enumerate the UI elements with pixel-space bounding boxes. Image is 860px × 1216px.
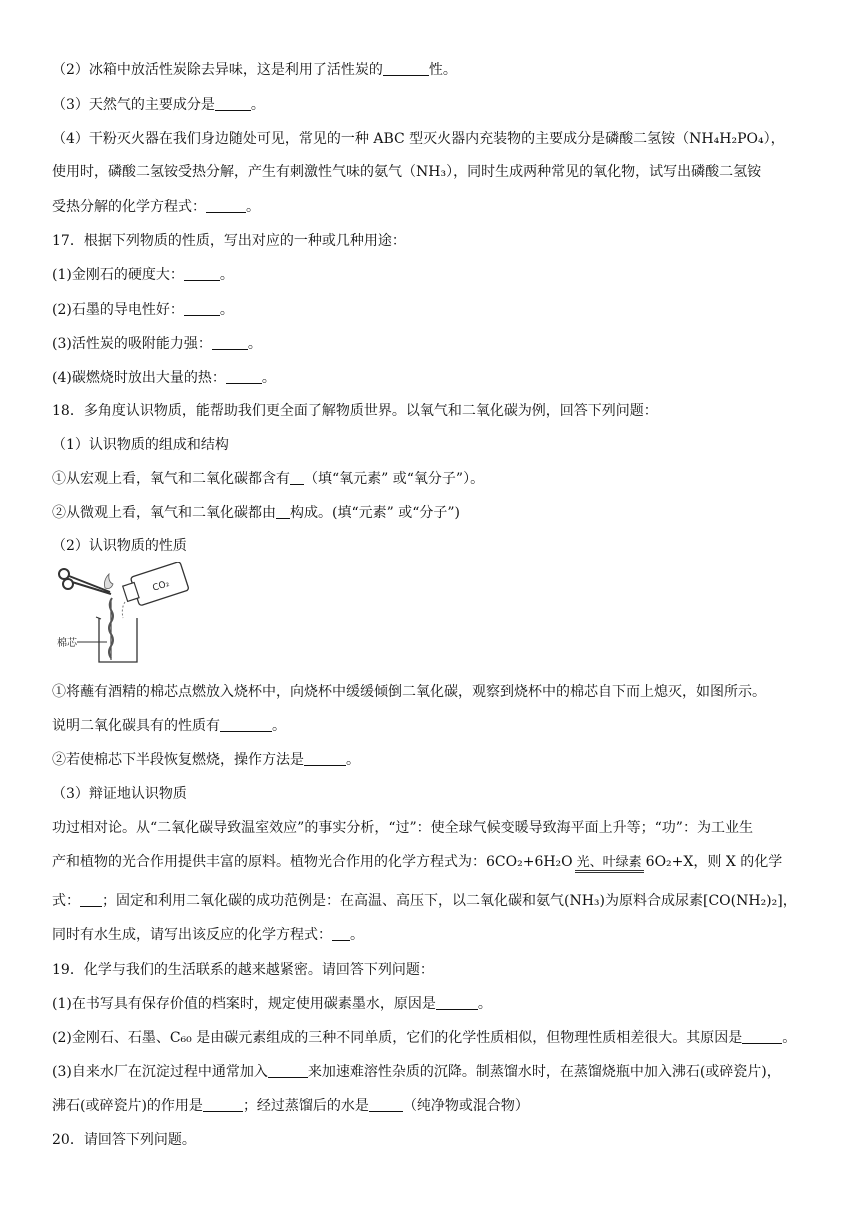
period: 。 (782, 1030, 797, 1046)
q17-1-text: (1)金刚石的硬度大： (52, 267, 184, 283)
wick-label: 棉芯 (57, 638, 77, 649)
q17-1-line (52, 265, 820, 285)
q17-2-text: (2)石墨的导电性好： (52, 302, 184, 318)
q16-2-line (52, 60, 820, 80)
q19-3-text-cont: 来加速难溶性杂质的沉降。制蒸馏水时，在蒸馏烧瓶中加入沸石(或碎瓷片)， (307, 1064, 781, 1080)
q18-1-b-tail: 构成。(填“元素” 或“分子”) (290, 505, 461, 521)
answer-blank[interactable] (184, 266, 220, 281)
q19-2-text: (2)金刚石、石墨、C₆₀ 是由碳元素组成的三种不同单质，它们的化学性质相似，但物理性质相差很大。其原因是 (52, 1030, 743, 1046)
answer-blank[interactable] (212, 335, 248, 350)
q18-3-urea-eq-text: 同时有水生成，请写出该反应的化学方程式： (52, 927, 332, 943)
answer-blank[interactable] (369, 1097, 403, 1112)
tongs-handle-icon (59, 569, 69, 579)
q18-1-a-text: ①从宏观上看，氧气和二氧化碳都含有 (52, 471, 290, 487)
q16-4-line1: （4）干粉灭火器在我们身边随处可见，常见的一种 ABC 型灭火器内充装物的主要成分是磷酸二氢铵（NH₄H₂PO₄）， (52, 131, 785, 147)
q19-3-tail: （纯净物或混合物） (402, 1098, 529, 1114)
q18-2-b-text: ②若使棉芯下半段恢复燃烧，操作方法是 (52, 752, 304, 768)
answer-blank[interactable] (220, 717, 272, 732)
answer-blank[interactable] (226, 369, 262, 384)
q18-3-equation-tail: 6O₂+X，则 X 的化学 (645, 854, 783, 870)
beaker-icon (99, 618, 137, 662)
reaction-condition-label: 光、叶绿素 (575, 855, 644, 873)
q19-3-line2 (52, 1096, 820, 1116)
q18-part2-heading: （2）认识物质的性质 (52, 538, 187, 554)
period: 。 (477, 996, 492, 1012)
flame-icon (105, 574, 114, 589)
q18-2-a-line1: ①将蘸有酒精的棉芯点燃放入烧杯中，向烧杯中缓缓倾倒二氧化碳，观察到烧杯中的棉芯自下而上熄灭，如图所示。 (52, 684, 766, 700)
co2-pouring-figure (55, 562, 190, 665)
q17-4-line (52, 368, 820, 388)
q19-3-line1 (52, 1062, 820, 1082)
co2-stream (122, 602, 125, 618)
answer-blank[interactable] (276, 504, 290, 519)
q18-3-line3 (52, 891, 820, 911)
q17-3-text: (3)活性炭的吸附能力强： (52, 336, 212, 352)
answer-blank[interactable] (332, 926, 350, 941)
q16-3-text: （3）天然气的主要成分是 (52, 97, 215, 113)
q18-part3-heading: （3）辩证地认识物质 (52, 786, 187, 802)
q17-2-line (52, 300, 820, 320)
answer-blank[interactable] (436, 995, 478, 1010)
q16-2-text: （2）冰箱中放活性炭除去异味，这是利用了活性炭的 (52, 62, 383, 78)
q19-1-text: (1)在书写具有保存价值的档案时，规定使用碳素墨水，原因是 (52, 996, 436, 1012)
q19-3-stone-text: 沸石(或碎瓷片)的作用是 (52, 1098, 203, 1114)
q16-4-text: 受热分解的化学方程式： (52, 199, 206, 215)
q18-2-a-line2 (52, 716, 820, 736)
q19-3-text: (3)自来水厂在沉淀过程中通常加入 (52, 1064, 268, 1080)
q16-3-tail: 。 (250, 97, 265, 113)
q18-2-a-text: 说明二氧化碳具有的性质有 (52, 718, 220, 734)
period: 。 (272, 718, 286, 734)
q20-title: 20．请回答下列问题。 (52, 1132, 196, 1148)
q18-3-equation-text: 产和植物的光合作用提供丰富的原料。植物光合作用的化学方程式为：6CO₂+6H₂O (52, 854, 573, 870)
answer-blank[interactable] (215, 96, 251, 111)
answer-blank[interactable] (304, 751, 346, 766)
co2-bottle-label: CO₂ (151, 578, 171, 594)
period: 。 (219, 302, 234, 318)
q17-3-line (52, 334, 820, 354)
q17-4-text: (4)碳燃烧时放出大量的热： (52, 370, 226, 386)
period: 。 (219, 267, 234, 283)
period: 。 (247, 336, 262, 352)
answer-blank[interactable] (184, 301, 220, 316)
q16-4-line3 (52, 197, 820, 217)
q16-2-tail: 性。 (428, 62, 457, 78)
co2-bottle-icon (121, 562, 189, 609)
answer-blank[interactable] (203, 1097, 243, 1112)
q17-title: 17．根据下列物质的性质，写出对应的一种或几种用途： (52, 233, 406, 249)
q16-3-line (52, 95, 820, 115)
q18-part1-heading: （1）认识物质的组成和结构 (52, 437, 229, 453)
q18-3-urea-text: ；固定和利用二氧化碳的成功范例是：在高温、高压下，以二氧化碳和氨气(NH₃)为原料合成尿素[CO(NH₂)₂]， (102, 893, 797, 909)
period: 。 (350, 927, 364, 943)
answer-blank[interactable] (383, 61, 429, 76)
q18-1-b-text: ②从微观上看，氧气和二氧化碳都由 (52, 505, 276, 521)
answer-blank[interactable] (742, 1029, 782, 1044)
q18-title: 18．多角度认识物质，能帮助我们更全面了解物质世界。以氧气和二氧化碳为例，回答下列问题： (52, 403, 658, 419)
q16-4-tail: 。 (246, 199, 260, 215)
q19-2-line (52, 1028, 820, 1048)
answer-blank[interactable] (80, 892, 102, 907)
reaction-condition (575, 852, 644, 873)
tongs-handle-icon (63, 579, 73, 589)
q18-3-line1: 功过相对论。从“二氧化碳导致温室效应”的事实分析，“过”：使全球气候变暖导致海平面上升等；“功”：为工业生 (52, 820, 753, 836)
period: 。 (261, 370, 276, 386)
q18-3-line4 (52, 925, 820, 945)
q16-4-line2: 使用时，磷酸二氢铵受热分解，产生有刺激性气味的氨气（NH₃），同时生成两种常见的氧化物，试写出磷酸二氢铵 (52, 164, 762, 180)
q18-3-x-text: 式： (52, 893, 80, 909)
q18-2-b-line (52, 750, 820, 770)
answer-blank[interactable] (206, 198, 246, 213)
q19-title: 19．化学与我们的生活联系的越来越紧密。请回答下列问题： (52, 962, 434, 978)
q19-3-water-text: ；经过蒸馏后的水是 (242, 1098, 369, 1114)
q18-1-a-tail: （填“氧元素” 或“氧分子”）。 (304, 471, 485, 487)
q18-1-a-line (52, 469, 820, 489)
q19-1-line (52, 994, 820, 1014)
answer-blank[interactable] (290, 470, 304, 485)
q18-3-line2 (52, 852, 820, 876)
q18-1-b-line (52, 503, 820, 523)
answer-blank[interactable] (268, 1063, 308, 1078)
period: 。 (346, 752, 360, 768)
